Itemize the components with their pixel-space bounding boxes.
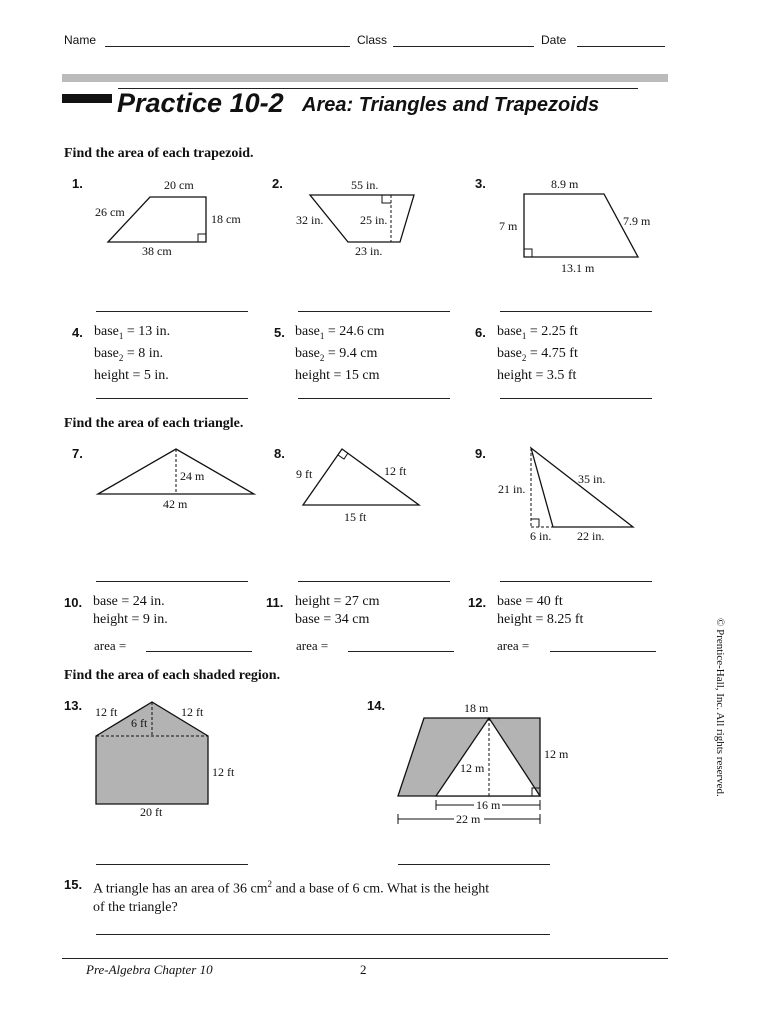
p9-height-label: 21 in. xyxy=(498,482,526,496)
p5-b1-val: = 24.6 cm xyxy=(324,324,385,339)
p10-area-field[interactable] xyxy=(146,651,252,652)
practice-title: Practice 10-2 xyxy=(117,88,284,118)
p6-b1-val: = 2.25 ft xyxy=(526,324,578,339)
p4-height: height = 5 in. xyxy=(94,367,169,383)
p1-top-label: 20 cm xyxy=(164,178,194,192)
answer-1[interactable] xyxy=(96,311,248,312)
answer-8[interactable] xyxy=(298,581,450,582)
problem-12-text xyxy=(497,593,583,629)
p7-base-label: 42 m xyxy=(163,497,188,511)
p12-line1: base = 40 ft xyxy=(497,594,563,609)
p3-bottom-label: 13.1 m xyxy=(561,261,595,275)
p5-height: height = 15 cm xyxy=(295,367,380,383)
p4-b1-val: = 13 in. xyxy=(123,324,171,339)
p11-area-label: area = xyxy=(296,638,329,653)
footer-page: 2 xyxy=(360,962,367,977)
p10-line2: height = 9 in. xyxy=(93,612,168,627)
class-field[interactable] xyxy=(393,46,534,47)
p5-b1: base xyxy=(295,324,320,339)
p14-inner-height-label: 12 m xyxy=(460,761,485,775)
p2-top-label: 55 in. xyxy=(351,178,379,192)
problem-11-number: 11. xyxy=(266,595,284,610)
p15-text-a: A triangle has an area of 36 cm xyxy=(93,881,268,897)
class-label: Class xyxy=(357,33,388,47)
problem-2-number: 2. xyxy=(272,176,283,191)
footer-rule xyxy=(62,958,668,959)
answer-5[interactable] xyxy=(298,398,450,399)
problem-10-text xyxy=(93,593,168,629)
p1-right-label: 18 cm xyxy=(211,212,241,226)
triangle-9-figure xyxy=(495,440,655,550)
p5-b2-val: = 9.4 cm xyxy=(324,345,378,361)
topic-title: Area: Triangles and Trapezoids xyxy=(302,94,600,116)
name-label: Name xyxy=(64,33,97,47)
p11-line1: height = 27 cm xyxy=(295,594,380,609)
title-band xyxy=(62,74,668,82)
problem-15-number: 15. xyxy=(64,877,83,892)
name-field[interactable] xyxy=(105,46,350,47)
problem-15-text xyxy=(93,875,489,917)
shaded-figure-14 xyxy=(390,696,590,831)
shaded-figure-13 xyxy=(88,696,258,826)
date-label: Date xyxy=(541,33,567,47)
trapezoid-1-figure xyxy=(90,172,260,272)
answer-7[interactable] xyxy=(96,581,248,582)
p10-line1: base = 24 in. xyxy=(93,594,165,609)
problem-11-text xyxy=(295,593,380,629)
p6-b2-val: = 4.75 ft xyxy=(526,345,578,361)
answer-2[interactable] xyxy=(298,311,450,312)
p4-b1: base xyxy=(94,324,119,339)
triangle-7-figure xyxy=(90,440,265,520)
p13-right-top-label: 12 ft xyxy=(181,705,204,719)
date-field[interactable] xyxy=(577,46,665,47)
p10-area-label: area = xyxy=(94,638,127,653)
p4-b2-sub: 2 xyxy=(118,352,124,363)
footer-book: Pre-Algebra Chapter 10 xyxy=(86,962,213,977)
p6-b2: base xyxy=(497,345,522,361)
p5-b1-sub: 1 xyxy=(319,330,325,341)
answer-14[interactable] xyxy=(398,864,550,865)
p6-height: height = 3.5 ft xyxy=(497,367,577,383)
p14-side-label: 12 m xyxy=(544,747,569,761)
p8-left-label: 9 ft xyxy=(296,467,313,481)
section-shaded: Find the area of each shaded region. xyxy=(64,668,281,683)
answer-4[interactable] xyxy=(96,398,248,399)
problem-4-text xyxy=(94,323,170,385)
p9-seg2-label: 22 in. xyxy=(577,529,605,543)
problem-5-number: 5. xyxy=(274,325,285,340)
p9-seg1-label: 6 in. xyxy=(530,529,552,543)
problem-12-number: 12. xyxy=(468,595,487,610)
p2-left-label: 32 in. xyxy=(296,213,324,227)
trapezoid-2-figure xyxy=(290,172,460,272)
trapezoid-3-figure xyxy=(495,172,665,282)
p15-text-b: and a base of 6 cm. What is the height xyxy=(272,881,490,897)
p15-line2: of the triangle? xyxy=(93,899,178,915)
problem-10-number: 10. xyxy=(64,595,83,610)
p1-left-label: 26 cm xyxy=(95,205,125,219)
p2-height-label: 25 in. xyxy=(360,213,388,227)
p3-left-label: 7 m xyxy=(499,219,518,233)
p4-b2-val: = 8 in. xyxy=(123,345,164,361)
problem-3-number: 3. xyxy=(475,176,486,191)
problem-9-number: 9. xyxy=(475,446,486,461)
answer-6[interactable] xyxy=(500,398,652,399)
p14-inner-base-label: 16 m xyxy=(476,798,501,812)
answer-9[interactable] xyxy=(500,581,652,582)
p15-sup: 2 xyxy=(267,879,273,889)
p2-bottom-label: 23 in. xyxy=(355,244,383,258)
problem-13-number: 13. xyxy=(64,698,83,713)
p7-height-label: 24 m xyxy=(180,469,205,483)
p6-b1-sub: 1 xyxy=(521,330,527,341)
copyright-notice: © Prentice-Hall, Inc. All rights reserved. xyxy=(714,618,726,797)
problem-5-text xyxy=(295,323,384,385)
p14-outer-base-label: 22 m xyxy=(456,812,481,826)
answer-3[interactable] xyxy=(500,311,652,312)
problem-8-number: 8. xyxy=(274,446,285,461)
p12-area-label: area = xyxy=(497,638,530,653)
problem-1-number: 1. xyxy=(72,176,83,191)
p8-right-label: 12 ft xyxy=(384,464,407,478)
p6-b1: base xyxy=(497,324,522,339)
problem-6-text xyxy=(497,323,578,385)
p8-base-label: 15 ft xyxy=(344,510,367,524)
p5-b2-sub: 2 xyxy=(319,352,325,363)
p3-top-label: 8.9 m xyxy=(551,177,579,191)
section-trapezoids: Find the area of each trapezoid. xyxy=(64,146,254,161)
p5-b2: base xyxy=(295,345,320,361)
p13-bottom-label: 20 ft xyxy=(140,805,163,819)
problem-14-number: 14. xyxy=(367,698,386,713)
p14-top-label: 18 m xyxy=(464,701,489,715)
section-triangles: Find the area of each triangle. xyxy=(64,416,244,431)
p13-roof-height-label: 6 ft xyxy=(131,716,148,730)
problem-6-number: 6. xyxy=(475,325,486,340)
p4-b1-sub: 1 xyxy=(118,330,124,341)
p9-hyp-label: 35 in. xyxy=(578,472,606,486)
answer-13[interactable] xyxy=(96,864,248,865)
p11-line2: base = 34 cm xyxy=(295,612,370,627)
p13-left-label: 12 ft xyxy=(95,705,118,719)
p3-right-label: 7.9 m xyxy=(623,214,651,228)
problem-7-number: 7. xyxy=(72,446,83,461)
triangle-8-figure xyxy=(290,440,440,530)
p13-side-label: 12 ft xyxy=(212,765,235,779)
p4-b2: base xyxy=(94,345,119,361)
p1-bottom-label: 38 cm xyxy=(142,244,172,258)
p6-b2-sub: 2 xyxy=(521,352,527,363)
problem-4-number: 4. xyxy=(72,325,83,340)
p12-area-field[interactable] xyxy=(550,651,656,652)
p11-area-field[interactable] xyxy=(348,651,454,652)
title-bar xyxy=(62,94,112,103)
answer-15[interactable] xyxy=(96,934,550,935)
p12-line2: height = 8.25 ft xyxy=(497,612,584,627)
